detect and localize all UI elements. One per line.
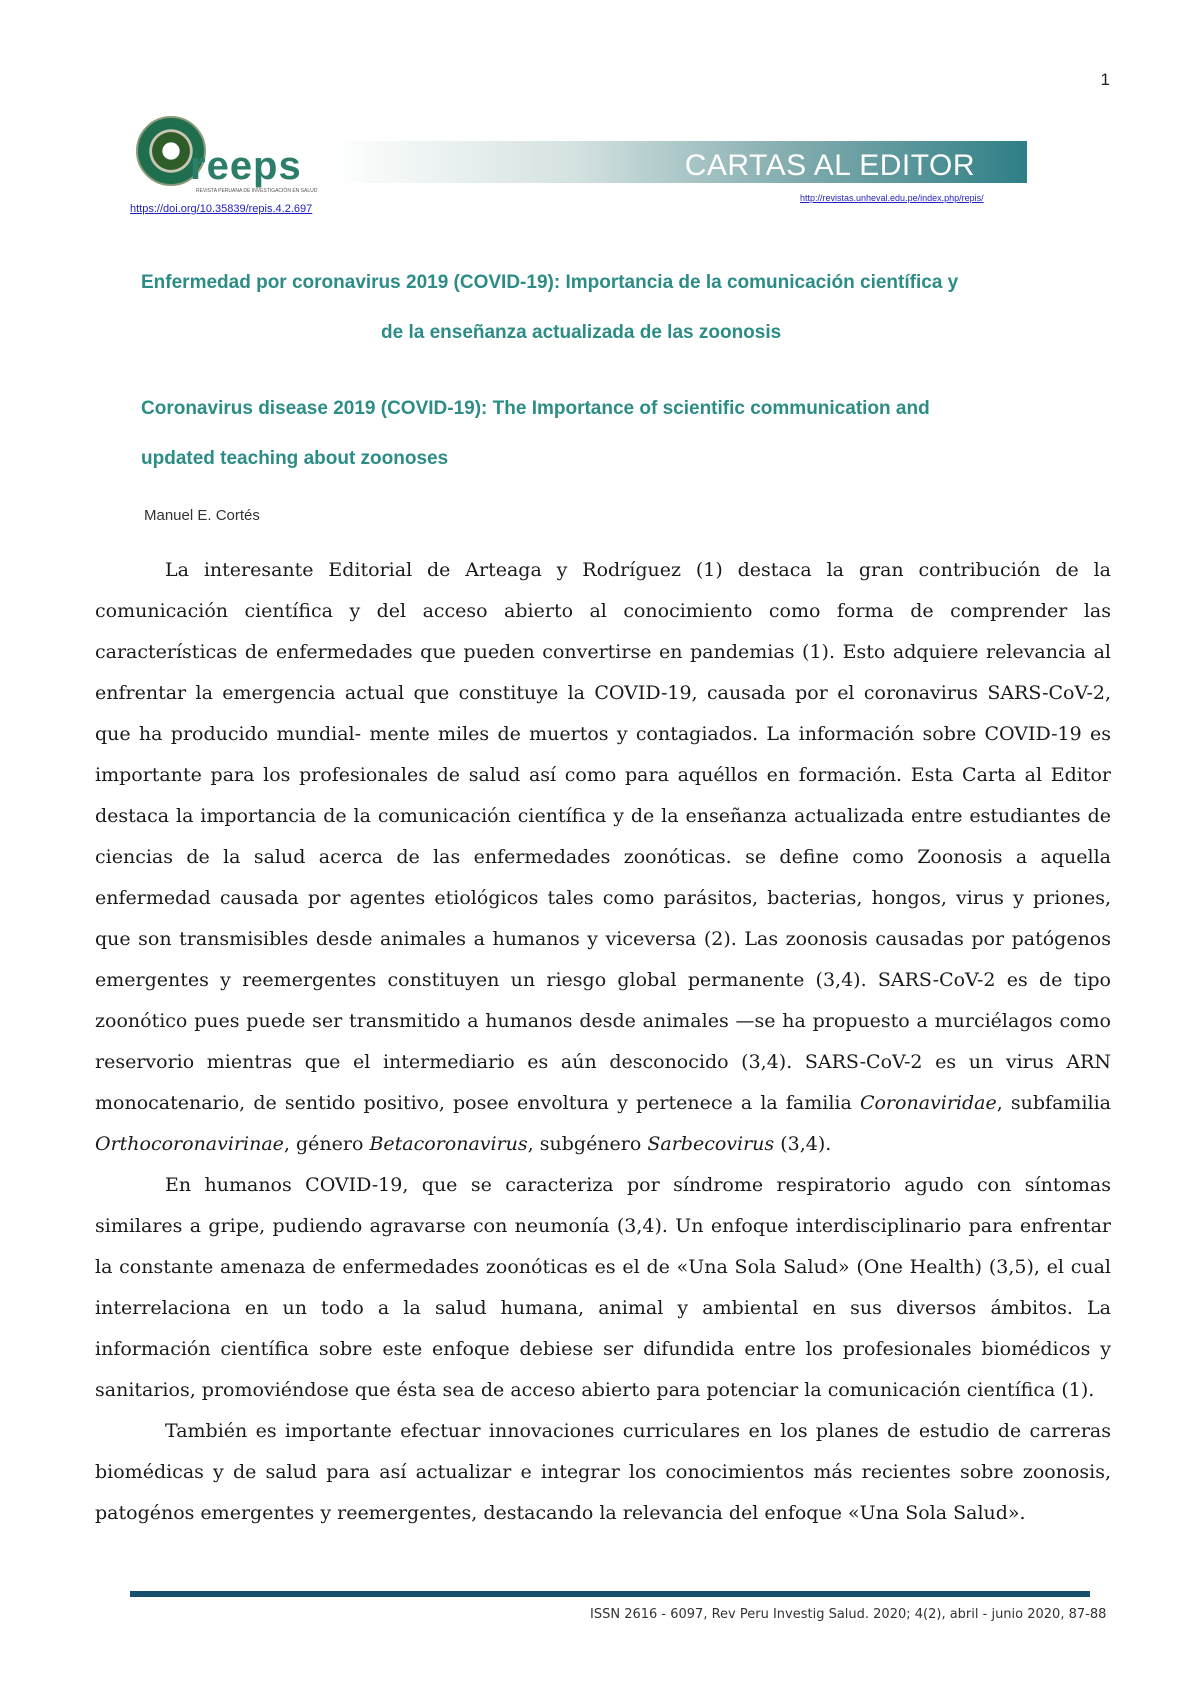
title-es-line1: Enfermedad por coronavirus 2019 (COVID-19): Importancia de la comunicación científica y	[141, 272, 959, 293]
logo-wordmark: reeps	[190, 144, 302, 188]
title-en-line1: Coronavirus disease 2019 (COVID-19): The Importance of scientific communication and	[141, 398, 930, 419]
author-name: Manuel E. Cortés	[144, 507, 260, 524]
section-header-band	[330, 141, 1027, 183]
logo-tagline: REVISTA PERUANA DE INVESTIGACIÓN EN SALUD	[196, 188, 318, 194]
paragraph-3: También es importante efectuar innovaciones curriculares en los planes de estudio de carreras biomédicas y de salud para así actualizar e integrar los conocimientos más recientes sobre zoonosis, patogénos emergentes y reemergentes, destacando la relevancia del enfoque «Una Sola Salud».	[95, 1420, 1111, 1524]
title-en-line2: updated teaching about zoonoses	[141, 448, 449, 469]
footer-rule	[130, 1591, 1090, 1597]
title-es-line2: de la enseñanza actualizada de las zoonosis	[381, 322, 782, 343]
paragraph-2: En humanos COVID-19, que se caracteriza por síndrome respiratorio agudo con síntomas similares a gripe, pudiendo agravarse con neumonía (3,4). Un enfoque interdisciplinario para enfrentar la constante amenaza de enfermedades zoonóticas es el de «Una Sola Salud» (One Health) (3,5), el cual interrelaciona en un todo a la salud humana, animal y ambiental en sus diversos ámbitos. La información científica sobre este enfoque debiese ser difundida entre los profesionales biomédicos y sanitarios, promoviéndose que ésta sea de acceso abierto para potenciar la comunicación científica (1).	[95, 1174, 1111, 1401]
paragraph-1-text-e: (3,4).	[774, 1133, 832, 1155]
paragraph-1-text-b: , subfamilia	[996, 1092, 1111, 1114]
journal-url-link[interactable]: http://revistas.unheval.edu.pe/index.php/repis/	[800, 193, 984, 203]
article-body	[95, 550, 1111, 1534]
taxon-genus: Betacoronavirus	[369, 1133, 528, 1155]
taxon-family: Coronaviridae	[859, 1092, 997, 1114]
paragraph-1-text-d: , subgénero	[527, 1133, 648, 1155]
footer-citation: ISSN 2616 - 6097, Rev Peru Investig Salud. 2020; 4(2), abril - junio 2020, 87-88	[590, 1607, 1107, 1622]
paragraph-1-text-c: , género	[283, 1133, 370, 1155]
doi-link[interactable]: https://doi.org/10.35839/repis.4.2.697	[130, 203, 313, 215]
taxon-subfamily: Orthocoronavirinae	[95, 1133, 284, 1155]
paragraph-1-text: La interesante Editorial de Arteaga y Rodríguez (1) destaca la gran contribución de la comunicación científica y del acceso abierto al conocimiento como forma de comprender las características de enfermedades que pueden convertirse en pandemias (1). Esto adquiere relevancia al enfrentar la emergencia actual que constituye la COVID-19, causada por el coronavirus SARS-CoV-2, que ha producido mundial- mente miles de muertos y contagiados. La información sobre COVID-19 es importante para los profesionales de salud así como para aquéllos en formación. Esta Carta al Editor destaca la importancia de la comunicación científica y de la enseñanza actualizada entre estudiantes de ciencias de la salud acerca de las enfermedades zoonóticas. se define como Zoonosis a aquella enfermedad causada por agentes etiológicos tales como parásitos, bacterias, hongos, virus y priones, que son transmisibles desde animales a humanos y viceversa (2). Las zoonosis causadas por patógenos emergentes y reemergentes constituyen un riesgo global permanente (3,4). SARS-CoV-2 es de tipo zoonótico pues puede ser transmitido a humanos desde animales —se ha propuesto a murciélagos como reservorio mientras que el intermediario es aún desconocido (3,4). SARS-CoV-2 es un virus ARN monocatenario, de sentido positivo, posee envoltura y pertenece a la familia	[95, 559, 1111, 1114]
paragraph-1	[95, 550, 1111, 1165]
section-label: CARTAS AL EDITOR	[684, 149, 975, 182]
page-number: 1	[1100, 70, 1110, 89]
journal-logo	[136, 116, 356, 194]
taxon-subgenus: Sarbecovirus	[647, 1133, 775, 1155]
